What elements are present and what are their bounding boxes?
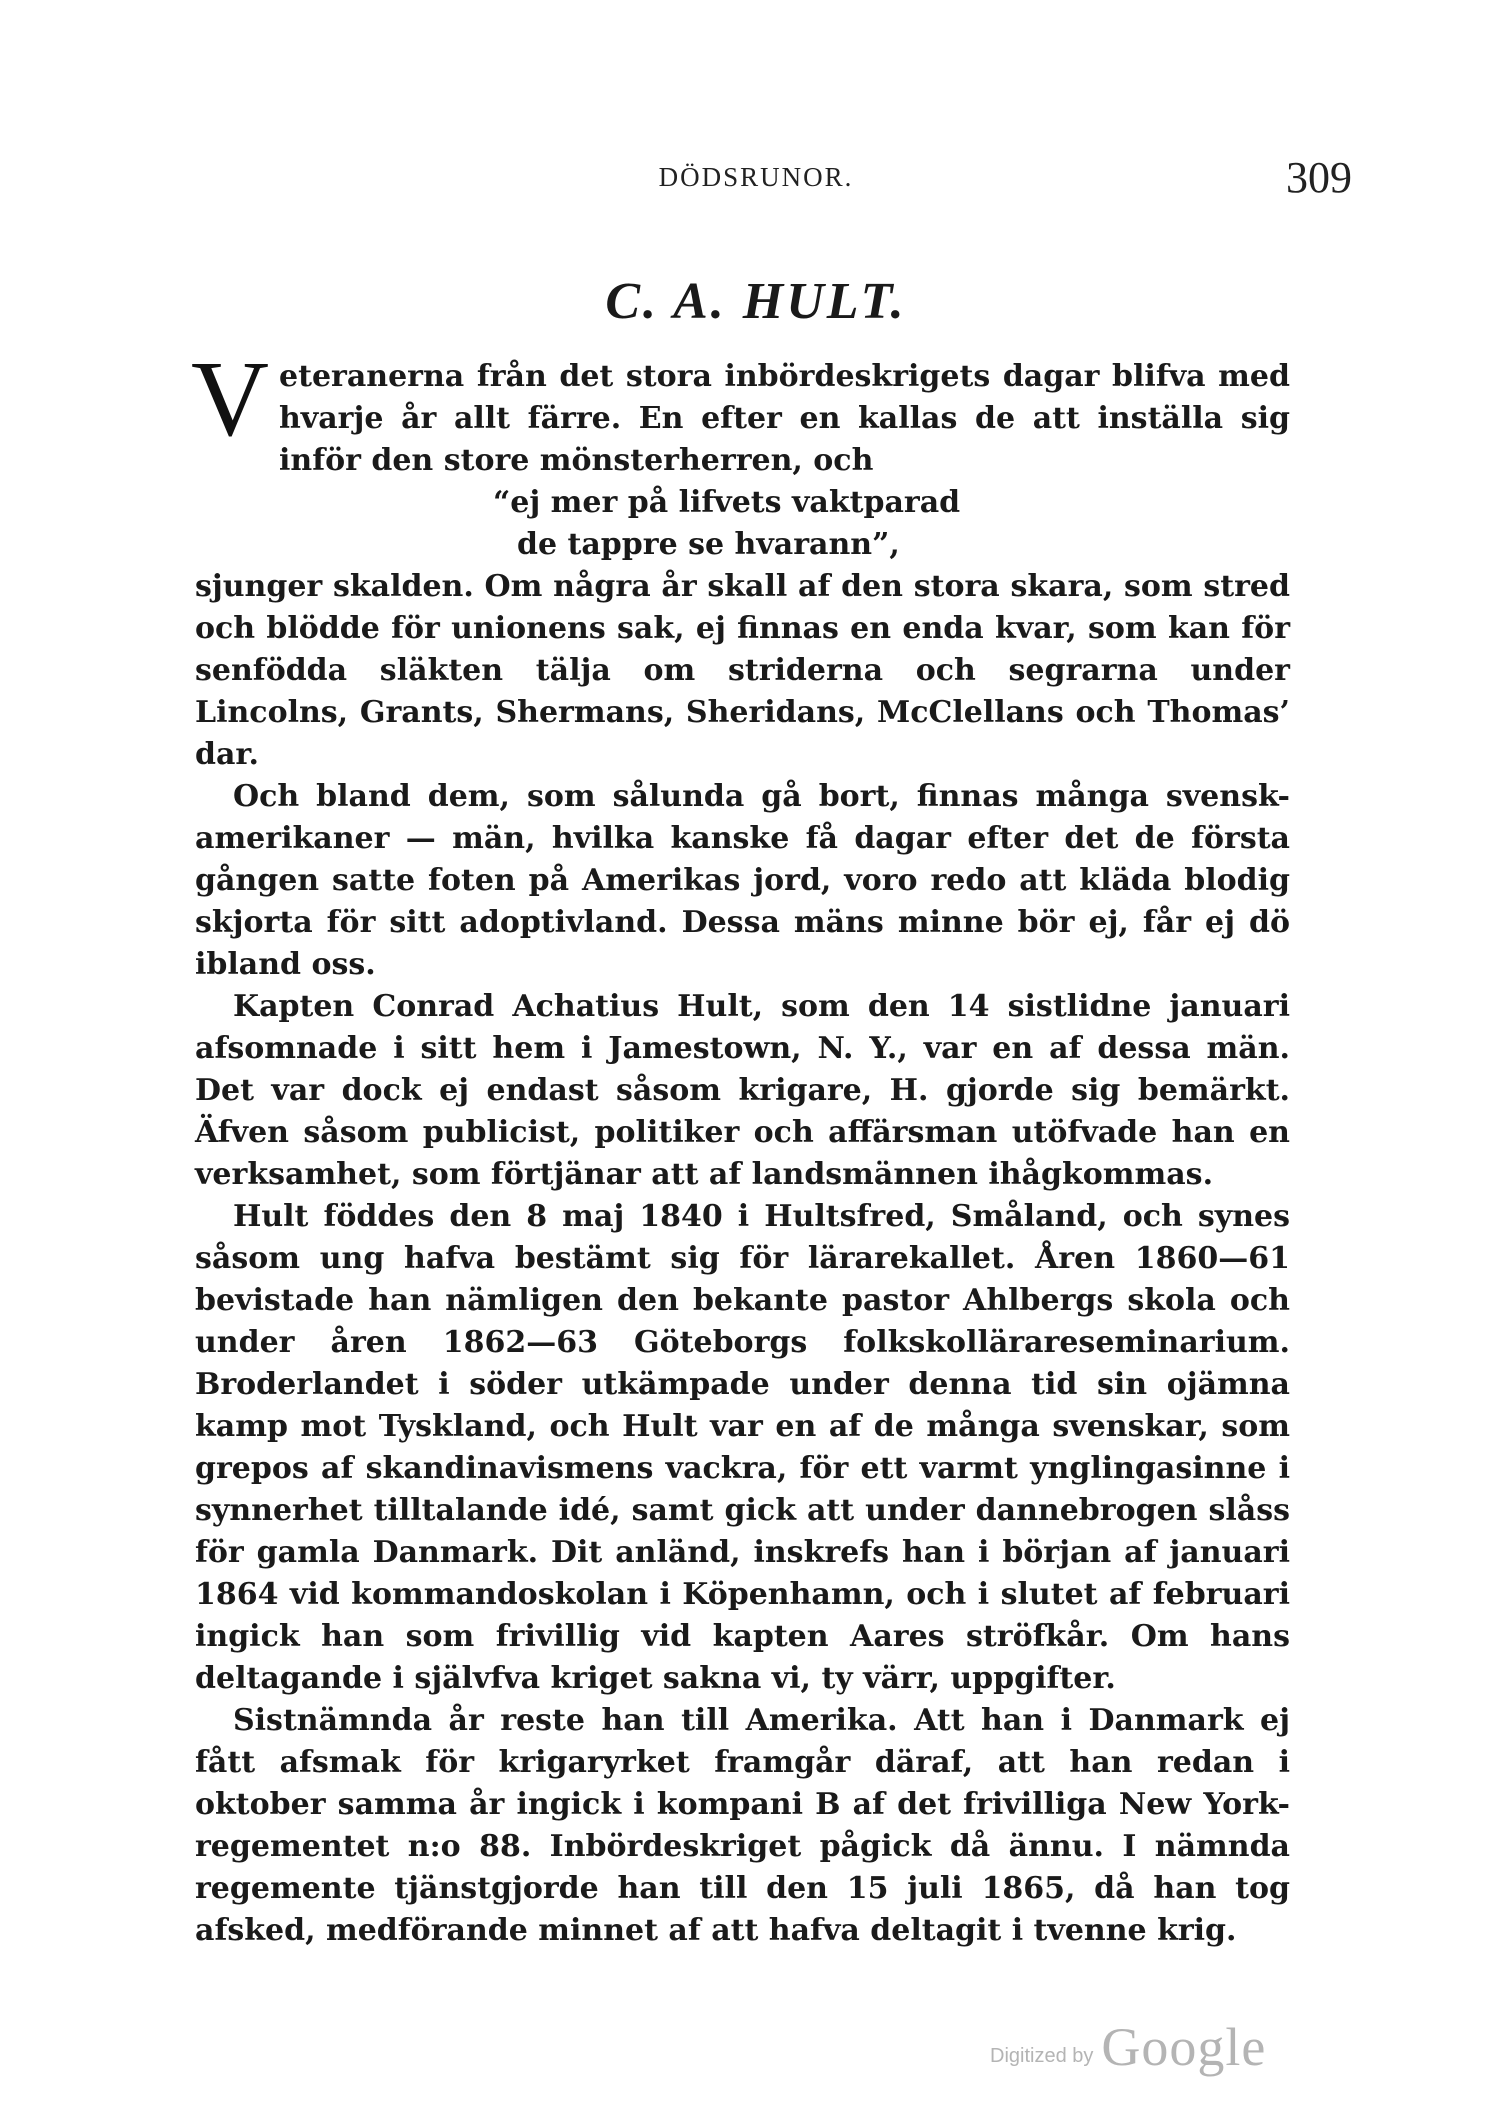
verse-line-2: de tappre se hvarann”, bbox=[517, 527, 900, 562]
drop-cap: V bbox=[191, 340, 269, 459]
digitized-watermark bbox=[990, 2018, 1300, 2078]
paragraph-4: Hult föddes den 8 maj 1840 i Hultsfred, Småland, och synes såsom ung hafva bestämt sig för lärarekallet. Åren 1860—61 bevistade han nämligen den bekante pastor Ahlbergs skola och under åren 1862—63 Göteborgs folkskollärareseminarium. Broderlandet i söder utkämpade under denna tid sin ojämna kamp mot Tyskland, och Hult var en af de många svenskar, som grepos af skandinavismens vackra, för ett varmt ynglingasinne i synnerhet tilltalande idé, samt gick att under dannebrogen slåss för gamla Danmark. Dit anländ, inskrefs han i början af januari 1864 vid kommandoskolan i Köpenhamn, och i slutet af februari ingick han som frivillig vid kapten Aares ströfkår. Om hans deltagande i självfva kriget sakna vi, ty värr, uppgifter. bbox=[195, 1199, 1290, 1696]
paragraph-3: Kapten Conrad Achatius Hult, som den 14 sistlidne januari afsomnade i sitt hem i Jamestown, N. Y., var en af dessa män. Det var dock ej endast såsom krigare, H. gjorde sig bemärkt. Äfven såsom publicist, politiker och affärsman utöfvade han en verksamhet, som förtjänar att af landsmännen ihågkommas. bbox=[195, 989, 1290, 1192]
verse-line-1: “ej mer på lifvets vaktparad bbox=[493, 485, 961, 520]
paragraph-1-continued: sjunger skalden. Om några år skall af den stora skara, som stred och blödde för unionens sak, ej finnas en enda kvar, som kan för senfödda släkten tälja om striderna och segrarna under Lincolns, Grants, Shermans, Sheridans, McClellans och Thomas’ dar. bbox=[195, 569, 1290, 772]
obituary-title: C. A. HULT. bbox=[605, 273, 907, 330]
running-head: DÖDSRUNOR. bbox=[658, 162, 854, 192]
paragraph-1-text: eteranerna från det stora inbördeskrigets dagar blifva med hvarje år allt färre. En efter en kallas de att inställa sig inför den store mönsterherren, och bbox=[279, 359, 1290, 478]
paragraph-5: Sistnämnda år reste han till Amerika. Att han i Danmark ej fått afsmak för krigaryrket framgår däraf, att han redan i oktober samma år ingick i kompani B af det frivilliga New York-regementet n:o 88. Inbördeskriget pågick då ännu. I nämnda regemente tjänstgjorde han till den 15 juli 1865, då han tog afsked, medförande minnet af att hafva deltagit i tvenne krig. bbox=[195, 1703, 1290, 1948]
digitized-by-label: Digitized by bbox=[990, 2045, 1094, 2067]
page-number: 309 bbox=[1286, 153, 1352, 202]
google-wordmark: Google bbox=[1101, 2017, 1267, 2077]
paragraph-1 bbox=[191, 340, 1290, 482]
paragraph-2: Och bland dem, som sålunda gå bort, finnas många svensk-amerikaner — män, hvilka kanske få dagar efter det de första gången satte foten på Amerikas jord, voro redo att kläda blodig skjorta för sitt adoptivland. Dessa mäns minne bör ej, får ej dö ibland oss. bbox=[195, 779, 1290, 982]
verse-quote bbox=[493, 482, 1290, 566]
article-body bbox=[191, 340, 1290, 1952]
